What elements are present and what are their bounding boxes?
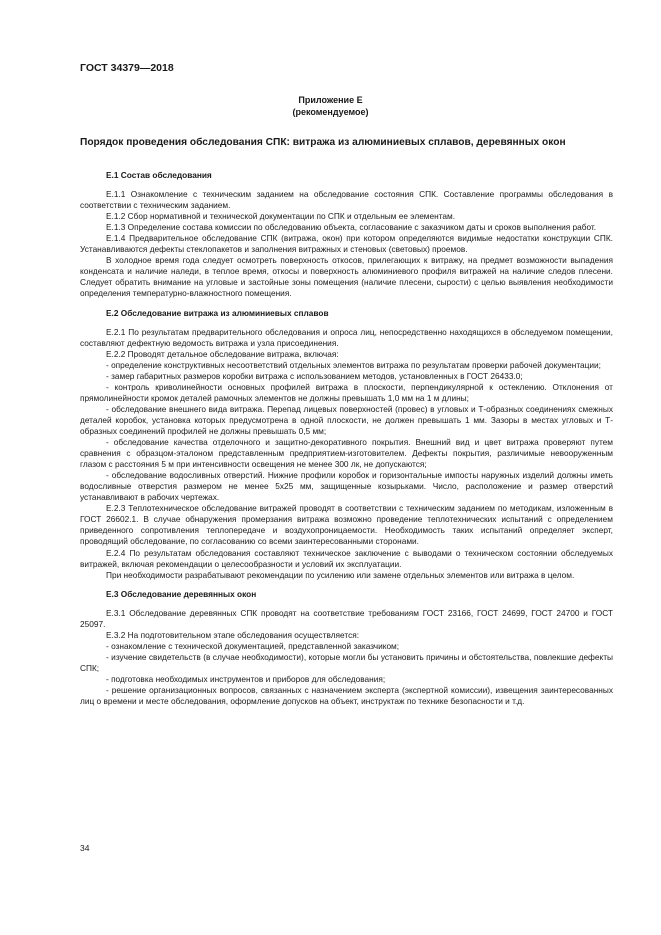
appendix-title: Приложение Е [298, 95, 363, 105]
list-item: - замер габаритных размеров коробки витража с использованием методов, установленных в ГОСТ 26433.0; [106, 370, 523, 381]
section-e2 [80, 308, 613, 581]
section-heading: Е.2 Обследование витража из алюминиевых сплавов [106, 307, 329, 318]
paragraph: Е.1.1 Ознакомление с техническим заданием на обследование состояния СПК. Составление программы обследования в соответствии с техническим заданием. [80, 189, 613, 211]
paragraph: В холодное время года следует осмотреть поверхность откосов, прилегающих к витражу, на предмет возможности выпадения конденсата и наличие наледи, в теплое время, откосы и поверхность алюминиевого профиля витражей на наличие следов плесени. Следует обратить внимание на угловые и застойные зоны помещения (наличие плесени, сырости) с целью выявления необходимости определения температурно-влажностного помещения. [80, 255, 613, 299]
section-e1 [80, 170, 613, 300]
paragraph: Е.1.2 Сбор нормативной и технической документации по СПК и отдельным ее элементам. [106, 211, 456, 222]
list-item: - подготовка необходимых инструментов и приборов для обследования; [106, 673, 386, 684]
paragraph: Е.1.3 Определение состава комиссии по обследованию объекта, согласование с заказчиком даты и сроков выполнения работ. [106, 222, 597, 233]
paragraph: Е.1.4 Предварительное обследование СПК (витража, окон) при котором определяются видимые недостатки конструкции СПК. Устанавливаются дефекты стеклопакетов и заполнения витражных и стеновых (световых) проемов. [80, 233, 613, 255]
list-item: - обследование качества отделочного и защитно-декоративного покрытия. Внешний вид и цвет витража проверяют путем сравнения с образцом-эталоном представленным предприятием-изготовителем. Дефекты покрытия, различимые невооруженным глазом с расстояния 5 м при интенсивности освещения не менее 300 лк, не допускаются; [80, 437, 613, 470]
document-title: Порядок проведения обследования СПК: витража из алюминиевых сплавов, деревянных окон [80, 137, 566, 148]
list-item: - контроль криволинейности основных профилей витража в плоскости, перпендикулярной к остеклению. Отклонения от прямолинейности кромок деталей рамочных элементов не должны превышать 1,0 мм на 1 м длины; [80, 381, 613, 403]
list-item: - обследование водосливных отверстий. Нижние профили коробок и горизонтальные импосты наружных изделий должны иметь водосливные отверстия размером не менее 5х25 мм, защищенные козырьками. Число, расположение и размер отверстий устанавливают в рабочих чертежах. [80, 470, 613, 503]
appendix-heading [0, 94, 661, 118]
section-e3 [80, 589, 613, 707]
section-heading: Е.3 Обследование деревянных окон [106, 588, 257, 599]
paragraph: При необходимости разрабатывают рекомендации по усилению или замене отдельных элементов или витража в целом. [106, 569, 575, 580]
document-body [80, 170, 613, 707]
appendix-subtitle: (рекомендуемое) [292, 107, 369, 117]
list-item: - решение организационных вопросов, связанных с назначением эксперта (экспертной комиссии), извещения заинтересованных лиц о времени и месте обследования, оформление допусков на объект, инструктаж по технике безопасности и т.д. [80, 685, 613, 707]
section-heading: Е.1 Состав обследования [106, 170, 212, 180]
document-header: ГОСТ 34379—2018 [80, 62, 174, 74]
paragraph: Е.2.3 Теплотехническое обследование витражей проводят в соответствии с техническим заданием по методикам, изложенным в ГОСТ 26602.1. В случае обнаружения промерзания витража возможно проведение теплотехнических испытаний с определением приведенного сопротивления теплопередаче и воздухопроницаемости. Необходимость таких испытаний определяет эксперт, проводящий обследование, по согласованию со всеми заинтересованными сторонами. [80, 503, 613, 547]
list-item: - определение конструктивных несоответствий отдельных элементов витража по результатам проверки рабочей документации; [106, 359, 601, 370]
paragraph: Е.2.2 Проводят детальное обследование витража, включая: [106, 348, 339, 359]
paragraph: Е.3.2 На подготовительном этапе обследования осуществляется: [106, 629, 360, 640]
page-number: 34 [80, 843, 90, 853]
paragraph: Е.3.1 Обследование деревянных СПК проводят на соответствие требованиям ГОСТ 23166, ГОСТ 24699, ГОСТ 24700 и ГОСТ 25097. [80, 607, 613, 629]
paragraph: Е.2.1 По результатам предварительного обследования и опроса лиц, непосредственно находящихся в обследуемом помещении, составляют дефектную ведомость витража и узла присоединения. [80, 326, 613, 348]
list-item: - обследование внешнего вида витража. Перепад лицевых поверхностей (провес) в угловых и Т-образных соединениях смежных деталей коробок, установка которых предусмотрена в одной плоскости, не должен превышать 1 мм. Зазоры в местах угловых и Т-образных соединений профилей не должны превышать 0,5 мм; [80, 403, 613, 436]
list-item: - изучение свидетельств (в случае необходимости), которые могли бы установить причины и обстоятельства, повлекшие дефекты СПК; [80, 651, 613, 673]
paragraph: Е.2.4 По результатам обследования составляют техническое заключение с выводами о техническом состоянии обследуемых витражей, включая рекомендации о целесообразности и условий их эксплуатации. [80, 547, 613, 569]
list-item: - ознакомление с технической документацией, представленной заказчиком; [106, 640, 400, 651]
